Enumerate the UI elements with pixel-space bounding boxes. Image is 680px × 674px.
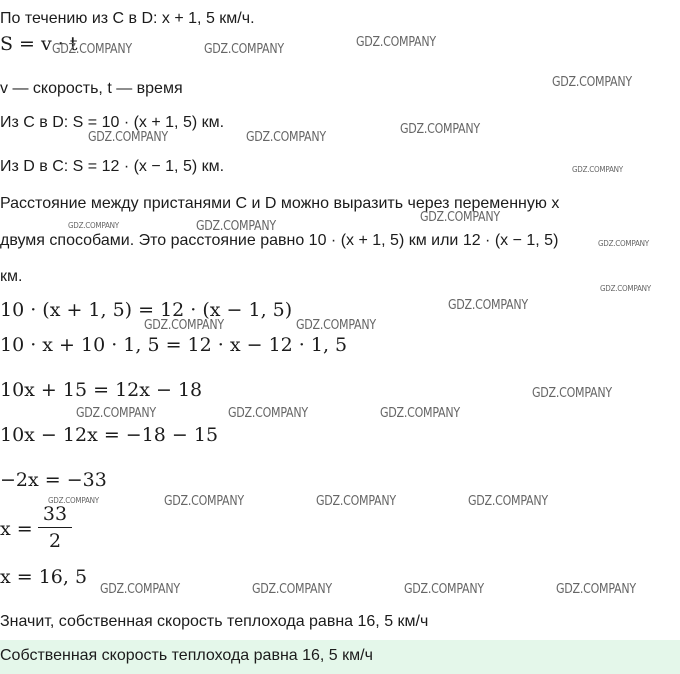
equation-line: x = (0, 518, 33, 540)
watermark: GDZ.COMPANY (144, 318, 224, 333)
watermark: GDZ.COMPANY (448, 298, 528, 313)
text-line: км. (0, 268, 23, 285)
text-line: Расстояние между пристанями C и D можно выразить через переменную x (0, 195, 560, 212)
equation-line: x = 16, 5 (0, 566, 88, 588)
watermark: GDZ.COMPANY (296, 318, 376, 333)
fraction-denominator: 2 (48, 530, 62, 552)
watermark: GDZ.COMPANY (204, 42, 284, 57)
watermark: GDZ.COMPANY (76, 406, 156, 421)
text-line: По течению из C в D: x + 1, 5 км/ч. (0, 10, 255, 27)
watermark: GDZ.COMPANY (228, 406, 308, 421)
answer-text: Собственная скорость теплохода равна 16, 5 км/ч (0, 647, 373, 664)
watermark: GDZ.COMPANY (468, 494, 548, 509)
formula-line: S = v · t (0, 33, 78, 55)
watermark: GDZ.COMPANY (404, 582, 484, 597)
fraction (38, 503, 72, 552)
equation-line: −2x = −33 (0, 469, 107, 491)
watermark: GDZ.COMPANY (598, 239, 649, 248)
watermark: GDZ.COMPANY (532, 386, 612, 401)
text-line: v — скорость, t — время (0, 80, 183, 97)
watermark: GDZ.COMPANY (400, 122, 480, 137)
watermark: GDZ.COMPANY (380, 406, 460, 421)
conclusion-text: Значит, собственная скорость теплохода равна 16, 5 км/ч (0, 613, 429, 630)
equation-line: 10 · (x + 1, 5) = 12 · (x − 1, 5) (0, 299, 293, 321)
answer-box (0, 640, 680, 674)
watermark: GDZ.COMPANY (164, 494, 244, 509)
watermark: GDZ.COMPANY (420, 210, 500, 225)
fraction-bar (38, 527, 72, 528)
watermark: GDZ.COMPANY (52, 42, 132, 57)
watermark: GDZ.COMPANY (68, 221, 119, 230)
watermark: GDZ.COMPANY (600, 284, 651, 293)
watermark: GDZ.COMPANY (246, 130, 326, 145)
watermark: GDZ.COMPANY (572, 165, 623, 174)
equation-line: 10x − 12x = −18 − 15 (0, 424, 219, 446)
watermark: GDZ.COMPANY (316, 494, 396, 509)
watermark: GDZ.COMPANY (552, 75, 632, 90)
equation-line: 10 · x + 10 · 1, 5 = 12 · x − 12 · 1, 5 (0, 334, 348, 356)
watermark: GDZ.COMPANY (356, 35, 436, 50)
watermark: GDZ.COMPANY (88, 130, 168, 145)
text-line: Из D в C: S = 12 · (x − 1, 5) км. (0, 158, 225, 175)
watermark: GDZ.COMPANY (100, 582, 180, 597)
text-line: Из C в D: S = 10 · (x + 1, 5) км. (0, 114, 225, 131)
fraction-numerator: 33 (42, 503, 68, 525)
equation-line: 10x + 15 = 12x − 18 (0, 379, 203, 401)
watermark: GDZ.COMPANY (48, 496, 99, 505)
watermark: GDZ.COMPANY (196, 219, 276, 234)
text-line: двумя способами. Это расстояние равно 10 · (x + 1, 5) км или 12 · (x − 1, 5) (0, 232, 559, 249)
watermark: GDZ.COMPANY (556, 582, 636, 597)
watermark: GDZ.COMPANY (252, 582, 332, 597)
